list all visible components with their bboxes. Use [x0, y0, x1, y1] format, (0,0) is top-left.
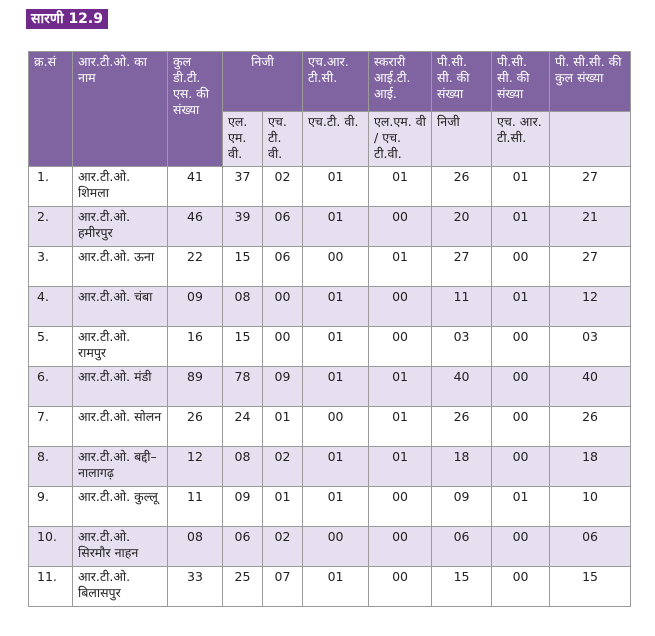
cell-total: 26 — [168, 407, 223, 447]
cell-rto-name: आर.टी.ओ. ऊना — [73, 247, 168, 287]
cell-pcc-total: 21 — [550, 207, 631, 247]
cell-pcc-hrtc: 00 — [492, 367, 550, 407]
table-row — [29, 567, 631, 607]
cell-sno: 10. — [29, 527, 73, 567]
table-row — [29, 327, 631, 367]
cell-lmv: 08 — [223, 287, 263, 327]
cell-pcc-private: 09 — [432, 487, 492, 527]
subheader-hrtc: एच.टी. वी. — [303, 112, 369, 167]
cell-rto-name: आर.टी.ओ. सिरमौर नाहन — [73, 527, 168, 567]
cell-rto-name: आर.टी.ओ. बिलासपुर — [73, 567, 168, 607]
cell-pcc-total: 18 — [550, 447, 631, 487]
cell-pcc-hrtc: 00 — [492, 567, 550, 607]
cell-hrtc: 01 — [303, 367, 369, 407]
cell-hrtc: 00 — [303, 407, 369, 447]
cell-pcc-private: 15 — [432, 567, 492, 607]
cell-sno: 8. — [29, 447, 73, 487]
table-row — [29, 247, 631, 287]
cell-pcc-hrtc: 00 — [492, 527, 550, 567]
cell-sno: 11. — [29, 567, 73, 607]
cell-pcc-hrtc: 01 — [492, 287, 550, 327]
header-govt-iti: स्करारी आई.टी. आई. — [369, 52, 432, 112]
cell-rto-name: आर.टी.ओ. हमीरपुर — [73, 207, 168, 247]
cell-pcc-hrtc: 01 — [492, 207, 550, 247]
cell-rto-name: आर.टी.ओ. शिमला — [73, 167, 168, 207]
cell-iti: 01 — [369, 167, 432, 207]
cell-pcc-total: 27 — [550, 167, 631, 207]
cell-pcc-hrtc: 00 — [492, 407, 550, 447]
subheader-hmv: एच. टी. वी. — [263, 112, 303, 167]
table-row — [29, 207, 631, 247]
cell-lmv: 09 — [223, 487, 263, 527]
cell-hrtc: 00 — [303, 247, 369, 287]
cell-total: 11 — [168, 487, 223, 527]
cell-iti: 01 — [369, 247, 432, 287]
cell-total: 33 — [168, 567, 223, 607]
table-body — [29, 167, 631, 607]
cell-hmv: 02 — [263, 447, 303, 487]
table-row — [29, 367, 631, 407]
table-row — [29, 407, 631, 447]
table-caption: सारणी 12.9 — [26, 9, 108, 29]
table-row — [29, 167, 631, 207]
cell-iti: 00 — [369, 287, 432, 327]
header-pcc-count: पी.सी. सी. की संख्या — [432, 52, 492, 112]
cell-pcc-total: 10 — [550, 487, 631, 527]
cell-total: 08 — [168, 527, 223, 567]
cell-sno: 2. — [29, 207, 73, 247]
cell-hmv: 02 — [263, 527, 303, 567]
cell-hmv: 07 — [263, 567, 303, 607]
cell-rto-name: आर.टी.ओ. चंबा — [73, 287, 168, 327]
cell-hmv: 01 — [263, 407, 303, 447]
cell-rto-name: आर.टी.ओ. बद्दी–नालागढ़ — [73, 447, 168, 487]
subheader-iti: एल.एम. वी / एच. टी.वी. — [369, 112, 432, 167]
cell-hrtc: 01 — [303, 567, 369, 607]
table-header — [29, 52, 631, 167]
header-rto-name: आर.टी.ओ. का नाम — [73, 52, 168, 167]
cell-lmv: 78 — [223, 367, 263, 407]
cell-pcc-total: 06 — [550, 527, 631, 567]
cell-total: 41 — [168, 167, 223, 207]
cell-pcc-total: 40 — [550, 367, 631, 407]
cell-total: 46 — [168, 207, 223, 247]
header-private: निजी — [223, 52, 303, 112]
cell-pcc-total: 26 — [550, 407, 631, 447]
cell-pcc-total: 15 — [550, 567, 631, 607]
cell-pcc-total: 12 — [550, 287, 631, 327]
cell-pcc-private: 27 — [432, 247, 492, 287]
cell-pcc-private: 40 — [432, 367, 492, 407]
cell-pcc-hrtc: 00 — [492, 447, 550, 487]
cell-pcc-private: 20 — [432, 207, 492, 247]
cell-sno: 4. — [29, 287, 73, 327]
cell-pcc-private: 18 — [432, 447, 492, 487]
cell-lmv: 37 — [223, 167, 263, 207]
table-row — [29, 287, 631, 327]
cell-pcc-hrtc: 01 — [492, 167, 550, 207]
cell-rto-name: आर.टी.ओ. सोलन — [73, 407, 168, 447]
subheader-lmv: एल. एम. वी. — [223, 112, 263, 167]
cell-total: 22 — [168, 247, 223, 287]
cell-hrtc: 01 — [303, 207, 369, 247]
cell-total: 89 — [168, 367, 223, 407]
rto-table — [28, 51, 631, 607]
cell-hrtc: 01 — [303, 487, 369, 527]
cell-iti: 01 — [369, 447, 432, 487]
cell-pcc-private: 03 — [432, 327, 492, 367]
cell-rto-name: आर.टी.ओ. रामपुर — [73, 327, 168, 367]
cell-hrtc: 00 — [303, 527, 369, 567]
cell-rto-name: आर.टी.ओ. कुल्लू — [73, 487, 168, 527]
cell-pcc-private: 11 — [432, 287, 492, 327]
cell-lmv: 25 — [223, 567, 263, 607]
cell-sno: 9. — [29, 487, 73, 527]
cell-total: 16 — [168, 327, 223, 367]
cell-lmv: 15 — [223, 327, 263, 367]
cell-pcc-hrtc: 00 — [492, 327, 550, 367]
cell-sno: 1. — [29, 167, 73, 207]
cell-rto-name: आर.टी.ओ. मंडी — [73, 367, 168, 407]
cell-pcc-total: 03 — [550, 327, 631, 367]
cell-total: 12 — [168, 447, 223, 487]
cell-hrtc: 01 — [303, 287, 369, 327]
header-pcc-count-2: पी.सी. सी. की संख्या — [492, 52, 550, 112]
cell-lmv: 06 — [223, 527, 263, 567]
cell-hmv: 00 — [263, 287, 303, 327]
cell-lmv: 15 — [223, 247, 263, 287]
cell-lmv: 24 — [223, 407, 263, 447]
cell-iti: 00 — [369, 207, 432, 247]
cell-pcc-private: 26 — [432, 407, 492, 447]
cell-sno: 6. — [29, 367, 73, 407]
cell-pcc-private: 26 — [432, 167, 492, 207]
cell-iti: 01 — [369, 407, 432, 447]
cell-hrtc: 01 — [303, 167, 369, 207]
subheader-pcc-total — [550, 112, 631, 167]
table-row — [29, 527, 631, 567]
cell-pcc-private: 06 — [432, 527, 492, 567]
cell-lmv: 39 — [223, 207, 263, 247]
cell-iti: 01 — [369, 367, 432, 407]
header-sno: क्र.सं — [29, 52, 73, 167]
cell-hmv: 06 — [263, 247, 303, 287]
table-row — [29, 447, 631, 487]
header-total-dts: कुल डी.टी. एस. की संख्या — [168, 52, 223, 167]
cell-pcc-total: 27 — [550, 247, 631, 287]
cell-hmv: 02 — [263, 167, 303, 207]
table-row — [29, 487, 631, 527]
cell-lmv: 08 — [223, 447, 263, 487]
cell-total: 09 — [168, 287, 223, 327]
cell-hrtc: 01 — [303, 327, 369, 367]
cell-iti: 00 — [369, 527, 432, 567]
header-pcc-total: पी. सी.सी. की कुल संख्या — [550, 52, 631, 112]
cell-hmv: 06 — [263, 207, 303, 247]
cell-hmv: 00 — [263, 327, 303, 367]
subheader-pcc-hrtc: एच. आर. टी.सी. — [492, 112, 550, 167]
cell-sno: 7. — [29, 407, 73, 447]
subheader-pcc-private: निजी — [432, 112, 492, 167]
cell-sno: 3. — [29, 247, 73, 287]
cell-iti: 00 — [369, 567, 432, 607]
cell-hmv: 01 — [263, 487, 303, 527]
cell-hrtc: 01 — [303, 447, 369, 487]
cell-iti: 00 — [369, 327, 432, 367]
cell-iti: 00 — [369, 487, 432, 527]
cell-hmv: 09 — [263, 367, 303, 407]
cell-sno: 5. — [29, 327, 73, 367]
cell-pcc-hrtc: 00 — [492, 247, 550, 287]
header-hrtc: एच.आर. टी.सी. — [303, 52, 369, 112]
cell-pcc-hrtc: 01 — [492, 487, 550, 527]
